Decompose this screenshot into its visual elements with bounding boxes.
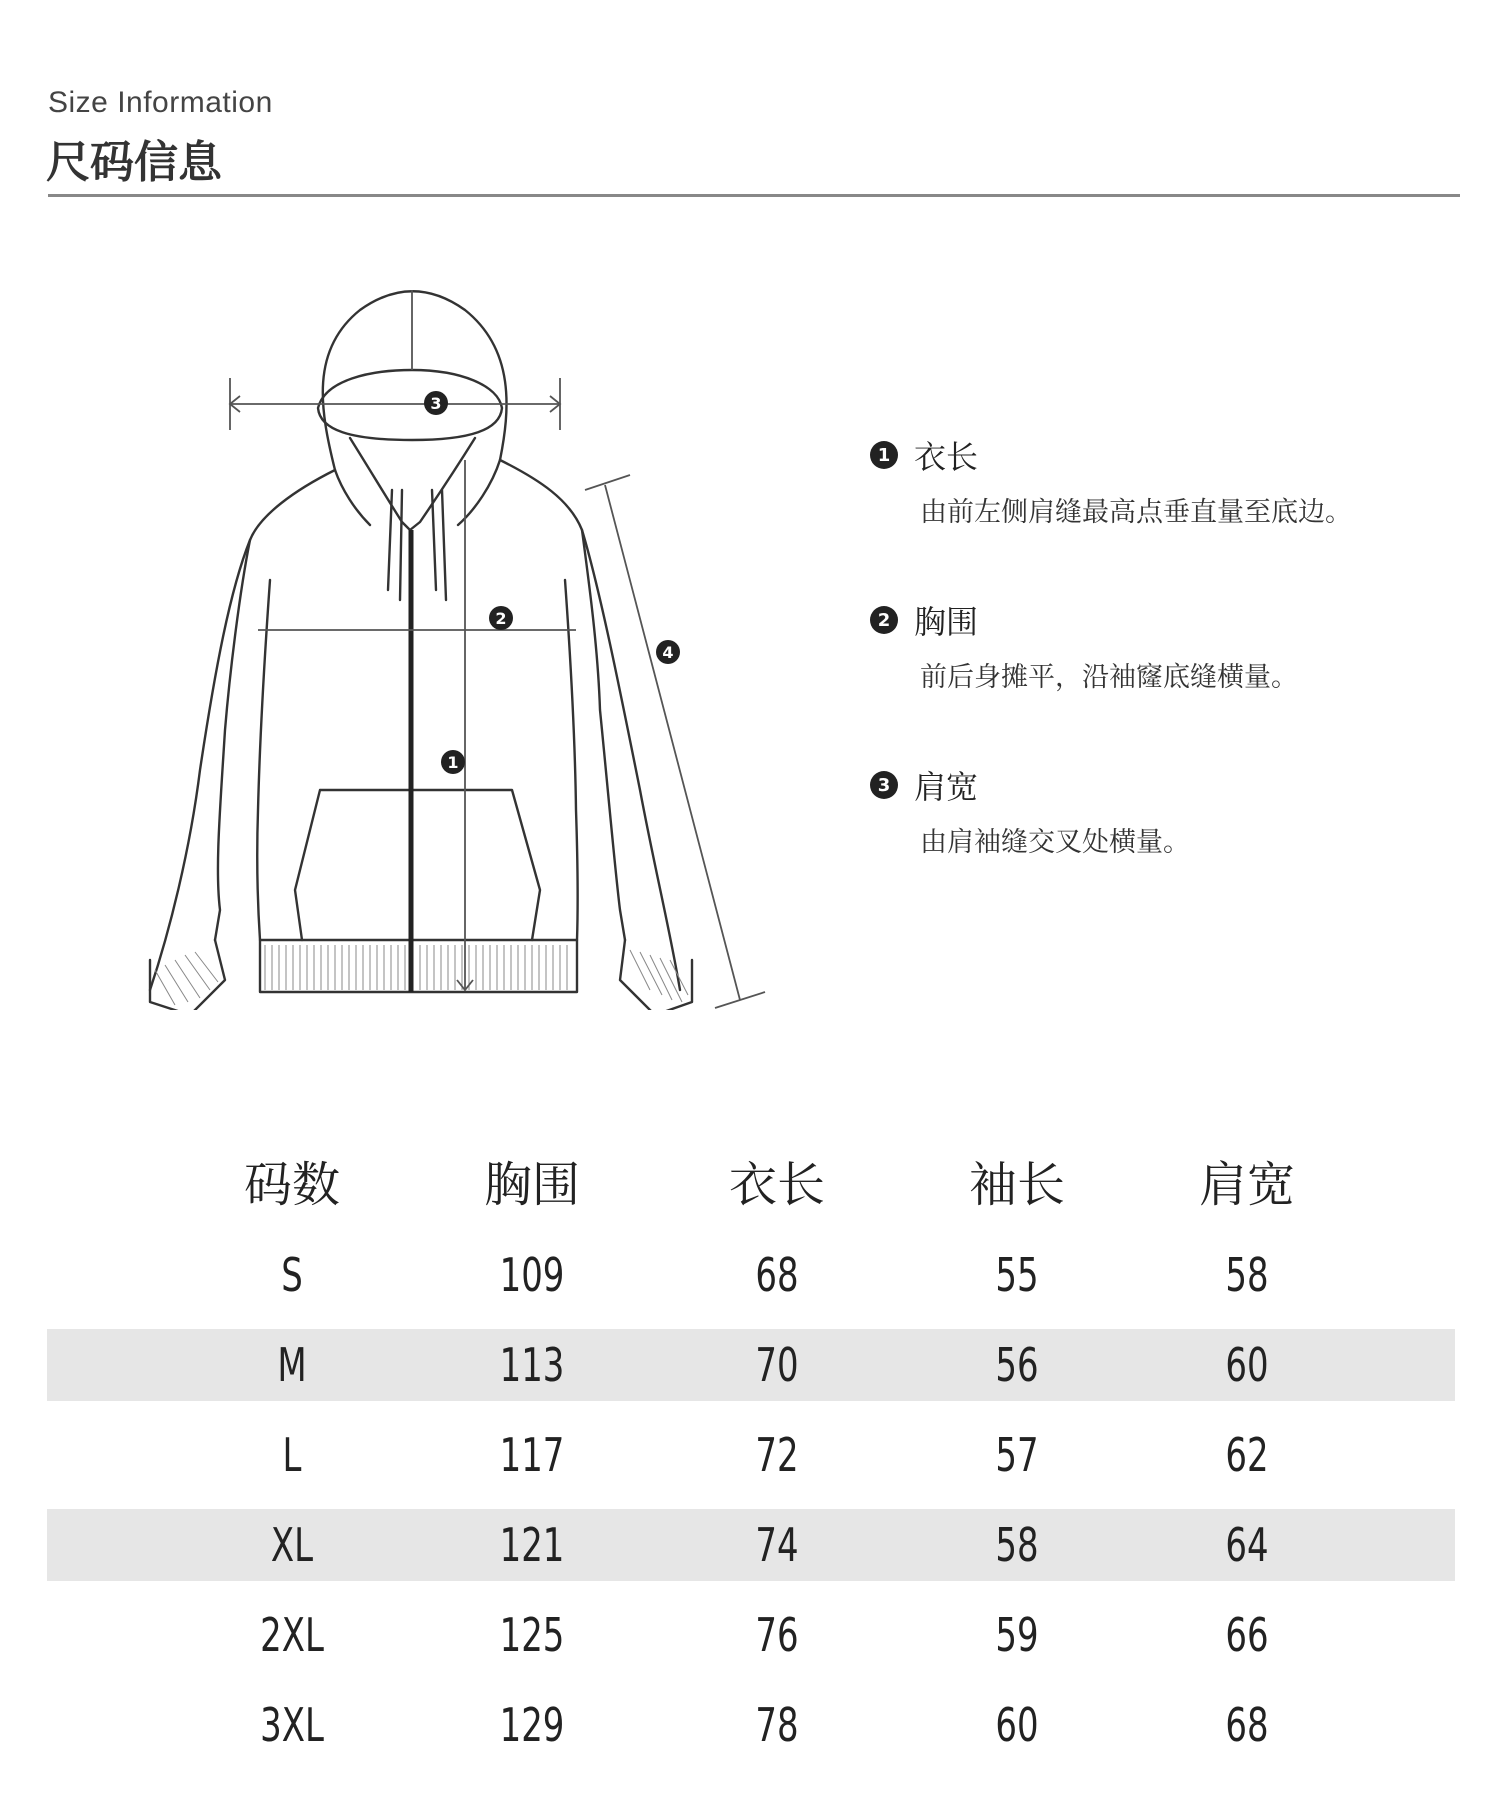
cell-sleeve: 60 [995, 1698, 1039, 1752]
hoodie-measurement-diagram [120, 290, 800, 1010]
table-row [47, 1680, 1455, 1770]
cell-length: 70 [755, 1338, 799, 1392]
cell-size: XL [270, 1518, 314, 1572]
legend-number: 1 [870, 441, 898, 469]
cell-shoulder: 60 [1225, 1338, 1269, 1392]
cell-length: 72 [755, 1428, 799, 1482]
cell-length: 68 [755, 1248, 799, 1302]
legend-title: 胸围 [914, 603, 979, 641]
table-row [47, 1410, 1455, 1500]
cell-shoulder: 68 [1225, 1698, 1269, 1752]
table-row [47, 1230, 1455, 1320]
cell-length: 76 [755, 1608, 799, 1662]
table-row [47, 1329, 1455, 1401]
cell-size: 2XL [260, 1608, 324, 1662]
header-sleeve: 袖长 [968, 1156, 1065, 1213]
legend-item-chest [870, 595, 1470, 760]
cell-size: M [277, 1338, 307, 1392]
cell-shoulder: 58 [1225, 1248, 1269, 1302]
header-length: 衣长 [728, 1156, 825, 1213]
cell-sleeve: 57 [995, 1428, 1039, 1482]
cell-size: L [282, 1428, 302, 1482]
cell-chest: 121 [499, 1518, 565, 1572]
legend-title: 衣长 [914, 438, 979, 476]
cell-shoulder: 62 [1225, 1428, 1269, 1482]
marker-2-label: 2 [495, 609, 507, 628]
cell-chest: 117 [499, 1428, 565, 1482]
cell-length: 78 [755, 1698, 799, 1752]
legend-title: 肩宽 [914, 768, 979, 806]
marker-1-label: 1 [447, 753, 459, 772]
cell-length: 74 [755, 1518, 799, 1572]
cell-size: S [281, 1248, 303, 1302]
cell-chest: 113 [499, 1338, 565, 1392]
legend-number: 3 [870, 771, 898, 799]
cell-size: 3XL [260, 1698, 324, 1752]
cell-sleeve: 59 [995, 1608, 1039, 1662]
table-row [47, 1590, 1455, 1680]
cell-shoulder: 66 [1225, 1608, 1269, 1662]
section-title-cn: 尺码信息 [46, 137, 222, 188]
cell-chest: 109 [499, 1248, 565, 1302]
legend-item-length [870, 430, 1470, 595]
legend-item-shoulder [870, 760, 1470, 925]
cell-chest: 129 [499, 1698, 565, 1752]
legend-description: 由前左侧肩缝最高点垂直量至底边。 [920, 497, 1352, 528]
cell-sleeve: 58 [995, 1518, 1039, 1572]
header-chest: 胸围 [483, 1156, 580, 1213]
cell-sleeve: 56 [995, 1338, 1039, 1392]
header-shoulder: 肩宽 [1198, 1156, 1295, 1213]
legend-description: 前后身摊平，沿袖窿底缝横量。 [920, 662, 1298, 693]
measurement-legend [870, 430, 1470, 925]
cell-sleeve: 55 [995, 1248, 1039, 1302]
marker-4-label: 4 [662, 643, 674, 662]
section-title-en: Size Information [48, 86, 273, 119]
header-size: 码数 [243, 1156, 340, 1213]
size-table [47, 1130, 1455, 1770]
marker-3-label: 3 [430, 394, 442, 413]
cell-shoulder: 64 [1225, 1518, 1269, 1572]
cell-chest: 125 [499, 1608, 565, 1662]
legend-description: 由肩袖缝交叉处横量。 [920, 827, 1190, 858]
table-row [47, 1509, 1455, 1581]
legend-number: 2 [870, 606, 898, 634]
table-header-row [47, 1130, 1455, 1230]
header-divider [48, 194, 1460, 197]
